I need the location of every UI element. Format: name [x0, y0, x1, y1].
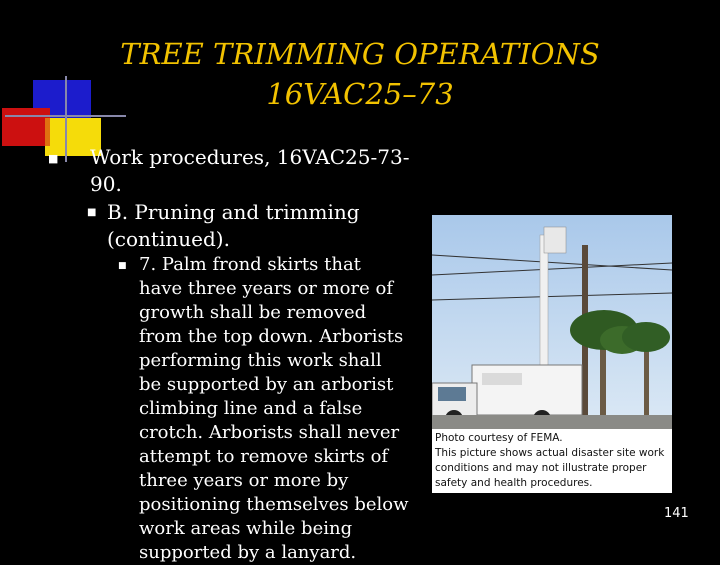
photo-illustration: [432, 215, 672, 429]
title-line-2: 16VAC25–73: [266, 77, 454, 111]
slide-number: 141: [664, 506, 689, 521]
bullet-level-2: ■: [87, 207, 97, 218]
caption-credit: Photo courtesy of FEMA.: [435, 432, 563, 444]
bucket-truck-photo: [432, 215, 672, 493]
slide-title: [0, 34, 720, 114]
caption-disclaimer: This picture shows actual disaster site work conditions and may not illustrate proper safety and health procedures.: [435, 447, 665, 489]
photo-caption: [432, 429, 672, 493]
bullet-text-level-1: Work procedures, 16VAC25-73-90.: [90, 145, 410, 196]
bullet-level-1: ■: [48, 152, 59, 165]
bullet-text-level-3: 7. Palm frond skirts that have three years or more of growth shall be removed from the top down. Arborists performing this work shall be supported by an arborist climbing line and a false crotch. Arborists shall never attempt to remove skirts of three years or more by positioning themselves below work areas while being supported by a lanyard.: [139, 254, 409, 563]
title-line-1: TREE TRIMMING OPERATIONS: [120, 37, 600, 71]
bullet-text-level-2: B. Pruning and trimming (continued).: [107, 200, 360, 251]
bullet-level-3: ■: [118, 261, 127, 271]
red-overlap: [45, 118, 50, 146]
